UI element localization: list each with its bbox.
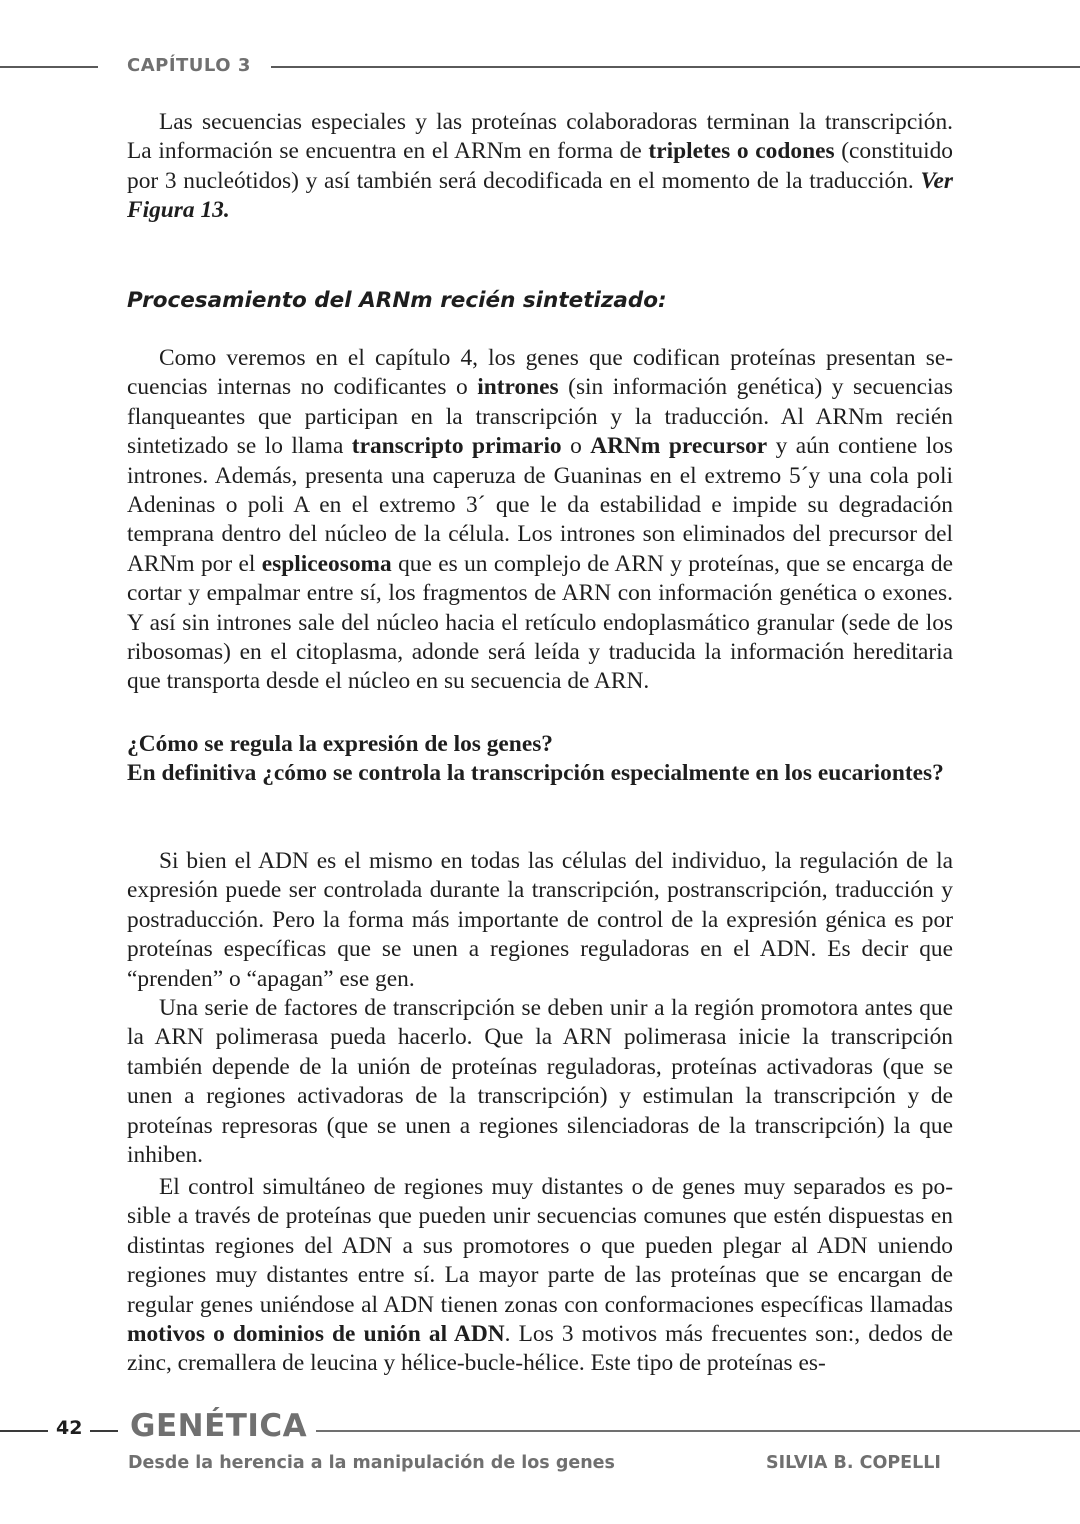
bold-term-precursor-mrna: ARNm precursor — [590, 433, 768, 460]
question-line-2: En definitiva ¿cómo se controla la transcripción especialmente en los eucariontes? — [127, 760, 944, 787]
book-title: GENÉTICA — [130, 1408, 308, 1444]
question-line-1: ¿Cómo se regula la expresión de los genes? — [127, 731, 553, 757]
text-run: que es un complejo de ARN y proteínas, que se encarga de cortar y empalmar entre sí, los fragmentos de ARN con información genética o exones. Y así sin intrones sale del núcleo hacia el retículo endoplasmático granular (sede de los ribosomas) en el citoplasma, adonde será leída y traducida la información hereditaria que transporta desde el núcleo en su secuencia de ARN. — [127, 550, 954, 695]
section-question-gene-regulation — [127, 730, 944, 789]
footer-rule-mid — [90, 1430, 118, 1432]
text-run: Las secuencias especiales y las proteínas colaboradoras terminan la transcripción. La información se encuentra en el ARNm en forma de — [127, 109, 953, 165]
chapter-label: CAPÍTULO 3 — [127, 55, 251, 76]
text-run: Como veremos en el capítulo 4, los genes que codifican proteínas presentan secuencias internas no codificantes o — [127, 345, 953, 401]
paragraph-transcription-factors: Una serie de factores de transcripción se deben unir a la región promotora antes que la ARN polimerasa pueda hacerlo. Que la ARN polimerasa inicie la transcripción también depende de la unión de proteínas reguladoras, proteínas activadoras (que se unen a regiones activadoras de la transcripción) y estimulan la transcripción y de proteínas represoras (que se unen a regiones silenciadoras de la transcripción) la que inhiben. — [127, 995, 953, 1169]
header-rule-right — [271, 66, 1080, 68]
text-run: (sin información genética) y secuencias flanqueantes que participan en la transcripción y la traducción. Al ARNm recién sintetizado se lo llama — [127, 374, 954, 460]
text-run: . Los 3 motivos más frecuentes son:, dedos de zinc, cremallera de leucina y hélice-bucle-hélice. Este tipo de proteínas es- — [127, 1321, 953, 1377]
text-run: y aún contiene los intrones. Además, presenta una caperuza de Guaninas en el extremo 5´y una cola poli Adeninas o poli A en el extremo 3´ que le da estabilidad e impide su degradación temprana dentro del núcleo de la célula. Los intrones son eliminados del precursor del ARNm por el — [127, 433, 953, 577]
header-rule-left — [0, 66, 98, 68]
bold-term-spliceosome: espliceosoma — [261, 550, 392, 577]
footer-rule-right — [316, 1430, 1080, 1432]
bold-term-introns: intrones — [477, 374, 559, 401]
section-title-mrna-processing: Procesamiento del ARNm recién sintetizado: — [127, 288, 667, 313]
figure-reference: Ver Figura 13. — [127, 167, 953, 224]
running-header — [0, 54, 1080, 80]
text-run: (constituido por 3 nucleótidos) y así también será decodificada en el momento de la traducción. — [127, 138, 954, 194]
author-name: SILVIA B. COPELLI — [766, 1453, 941, 1473]
running-footer — [0, 1408, 1080, 1488]
bold-term-primary-transcript: transcripto primario — [351, 433, 562, 460]
text-run: o — [561, 433, 591, 460]
bold-term-codons: tripletes o codones — [648, 138, 835, 165]
page-number: 42 — [56, 1417, 83, 1439]
footer-rule-left — [0, 1430, 48, 1432]
book-subtitle: Desde la herencia a la manipulación de los genes — [128, 1453, 615, 1473]
paragraph-transcription-end — [127, 108, 953, 226]
paragraph-mrna-processing — [127, 344, 953, 697]
text-run: El control simultáneo de regiones muy distantes o de genes muy separados es posible a través de proteínas que pueden unir secuencias comunes que estén dispuestas en distintas regiones del ADN a sus promotores o que pueden plegar al ADN uniendo regiones muy distantes entre sí. La mayor parte de las proteínas que se encargan de regular genes uniéndose al ADN tienen zonas con conformaciones específicas llamadas — [127, 1174, 953, 1318]
paragraph-regulation-intro: Si bien el ADN es el mismo en todas las células del individuo, la regulación de la expresión puede ser controlada durante la transcripción, postranscripción, traducción y postraducción. Pero la forma más importante de control de la expresión génica es por proteínas específicas que se unen a regiones reguladoras en el ADN. Es decir que “prenden” o “apagan” ese gen. — [127, 848, 953, 992]
paragraph-dna-binding-motifs — [127, 1173, 953, 1379]
bold-term-binding-motifs: motivos o dominios de unión al ADN — [127, 1321, 505, 1348]
